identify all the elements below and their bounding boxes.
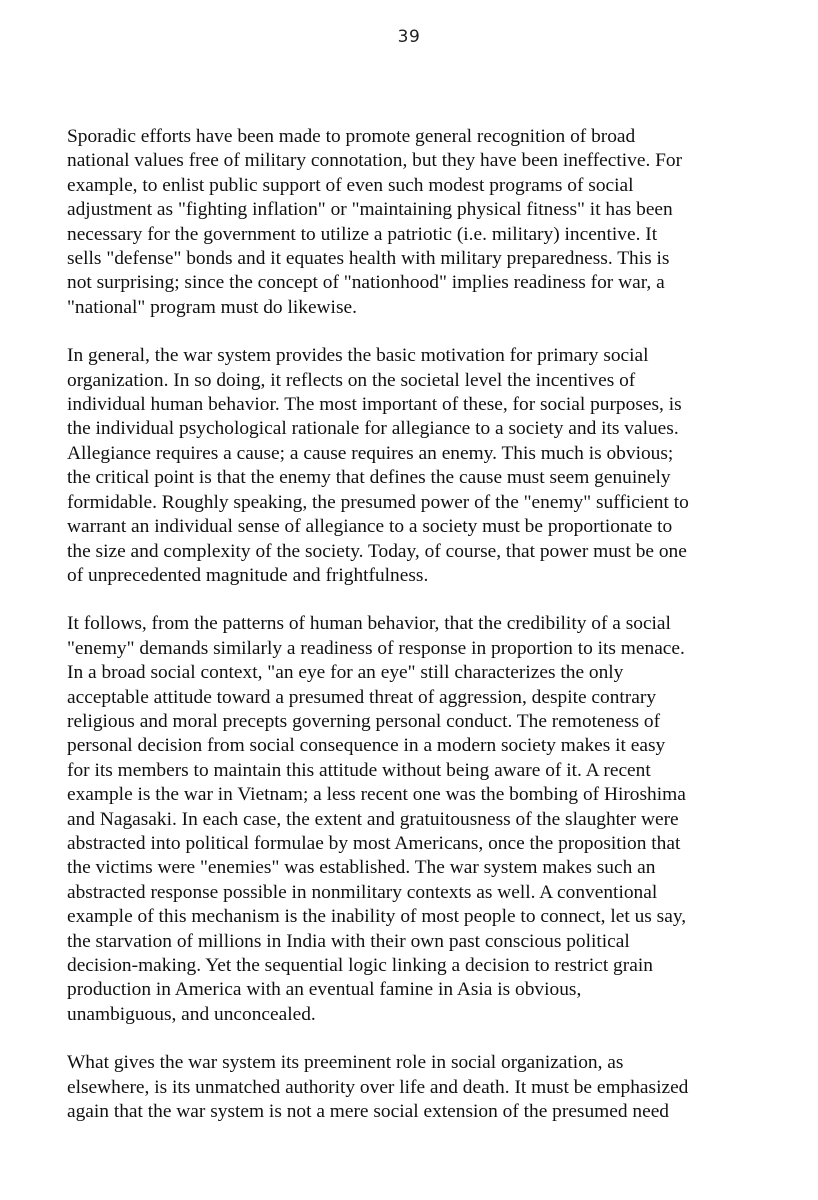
text-line: formidable. Roughly speaking, the presumed power of the "enemy" sufficient to [67, 491, 689, 513]
text-line: again that the war system is not a mere social extension of the presumed need [67, 1101, 669, 1123]
body-text [67, 125, 767, 1148]
text-line: the critical point is that the enemy that defines the cause must seem genuinely [67, 467, 671, 489]
text-line: unambiguous, and unconcealed. [67, 1003, 316, 1025]
text-line: elsewhere, is its unmatched authority over life and death. It must be emphasized [67, 1076, 689, 1098]
text-line: example of this mechanism is the inability of most people to connect, let us say, [67, 906, 687, 928]
text-line: In general, the war system provides the basic motivation for primary social [67, 345, 649, 367]
text-line: What gives the war system its preeminent role in social organization, as [67, 1052, 624, 1074]
text-line: sells "defense" bonds and it equates health with military preparedness. This is [67, 248, 670, 270]
text-line: adjustment as "fighting inflation" or "maintaining physical fitness" it has been [67, 199, 673, 221]
text-line: not surprising; since the concept of "nationhood" implies readiness for war, a [67, 272, 665, 294]
text-line: the victims were "enemies" was established. The war system makes such an [67, 857, 656, 879]
text-line: abstracted response possible in nonmilitary contexts as well. A conventional [67, 881, 658, 903]
paragraph-3 [67, 612, 767, 1027]
text-line: Allegiance requires a cause; a cause requires an enemy. This much is obvious; [67, 442, 674, 464]
paragraph-4 [67, 1051, 767, 1124]
text-line: "enemy" demands similarly a readiness of response in proportion to its menace. [67, 637, 685, 659]
text-line: national values free of military connotation, but they have been ineffective. For [67, 150, 683, 172]
text-line: In a broad social context, "an eye for an eye" still characterizes the only [67, 662, 624, 684]
text-line: example, to enlist public support of even such modest programs of social [67, 174, 634, 196]
text-line: organization. In so doing, it reflects on the societal level the incentives of [67, 369, 636, 391]
text-line: acceptable attitude toward a presumed threat of aggression, despite contrary [67, 686, 657, 708]
text-line: warrant an individual sense of allegiance to a society must be proportionate to [67, 516, 673, 538]
text-line: decision-making. Yet the sequential logic linking a decision to restrict grain [67, 955, 653, 976]
text-line: religious and moral precepts governing personal conduct. The remoteness of [67, 710, 661, 732]
page-number: 39 [397, 27, 421, 47]
text-line: for its members to maintain this attitude without being aware of it. A recent [67, 759, 651, 781]
text-line: "national" program must do likewise. [67, 296, 357, 318]
text-line: and Nagasaki. In each case, the extent and gratuitousness of the slaughter were [67, 808, 679, 830]
text-line: personal decision from social consequence in a modern society makes it easy [67, 735, 666, 757]
text-line: the individual psychological rationale for allegiance to a society and its values. [67, 418, 679, 440]
paragraph-1 [67, 125, 767, 320]
text-line: the starvation of millions in India with their own past conscious political [67, 930, 630, 952]
text-line: example is the war in Vietnam; a less recent one was the bombing of Hiroshima [67, 784, 686, 806]
text-line: of unprecedented magnitude and frightfulness. [67, 564, 429, 586]
text-line: It follows, from the patterns of human behavior, that the credibility of a social [67, 613, 671, 635]
paragraph-2 [67, 344, 767, 588]
text-line: individual human behavior. The most important of these, for social purposes, is [67, 394, 682, 416]
text-line: the size and complexity of the society. Today, of course, that power must be one [67, 540, 687, 562]
text-line: abstracted into political formulae by most Americans, once the proposition that [67, 832, 681, 854]
text-line: Sporadic efforts have been made to promote general recognition of broad [67, 126, 636, 147]
text-line: necessary for the government to utilize a patriotic (i.e. military) incentive. It [67, 223, 658, 245]
text-line: production in America with an eventual famine in Asia is obvious, [67, 979, 582, 1001]
